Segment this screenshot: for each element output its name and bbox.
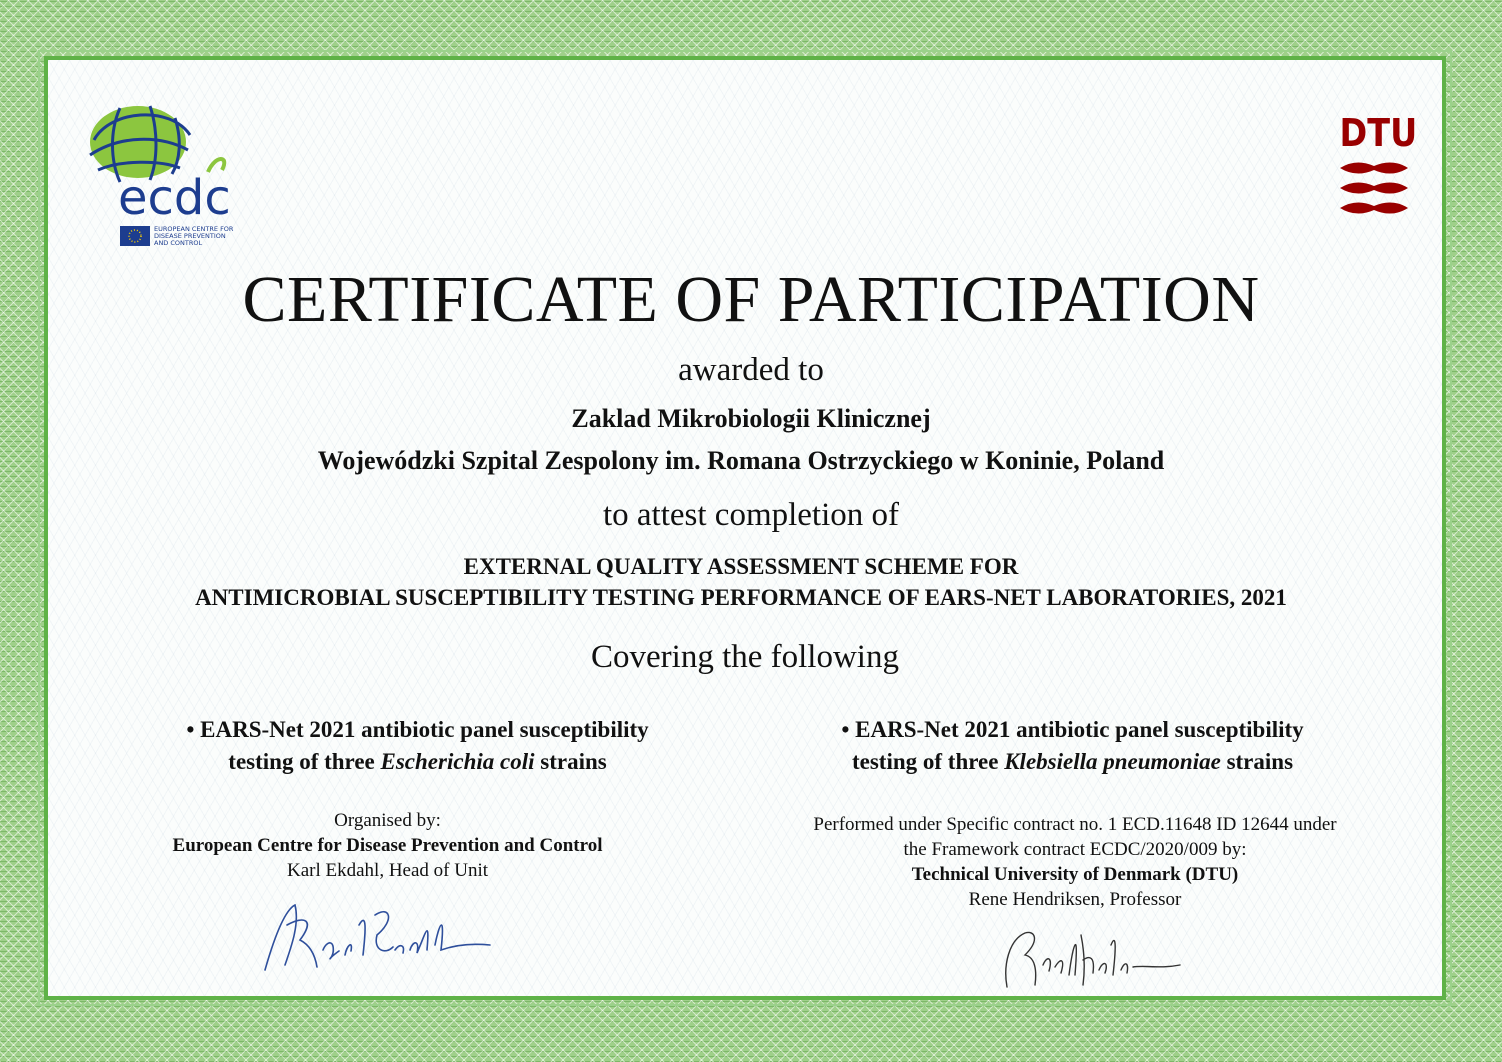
ecdc-globe-icon (80, 100, 260, 255)
signature-icon (255, 895, 495, 980)
performer-person: Rene Hendriksen, Professor (968, 889, 1182, 910)
performer-block (760, 812, 1390, 912)
bullet-icon: • (841, 717, 850, 742)
organiser-name: European Centre for Disease Prevention and Control (172, 835, 603, 856)
list-item (795, 714, 1350, 778)
organism-name: Escherichia coli (380, 749, 535, 774)
list-item (140, 714, 695, 778)
list-item-line2: testing of three Escherichia coli strains (228, 749, 607, 774)
list-item-line2: testing of three Klebsiella pneumoniae strains (851, 749, 1294, 774)
institution-hospital: Wojewódzki Szpital Zespolony im. Romana Ostrzyckiego w Koninie, Poland (317, 446, 1165, 475)
performer-contract-line2: the Framework contract ECDC/2020/009 by: (903, 839, 1247, 860)
svg-text:EUROPEAN CENTRE FOR: EUROPEAN CENTRE FOR (154, 225, 234, 233)
covering-label: Covering the following (591, 639, 899, 675)
ecdc-logo (80, 100, 260, 255)
dtu-emblem-icon (1336, 108, 1416, 218)
svg-text:DISEASE PREVENTION: DISEASE PREVENTION (154, 232, 226, 240)
organiser-label: Organised by: (334, 810, 441, 831)
organism-name: Klebsiella pneumoniae (1004, 749, 1221, 774)
svg-text:AND CONTROL: AND CONTROL (154, 239, 203, 247)
svg-text:DTU: DTU (1339, 112, 1416, 156)
scheme-title-line1: EXTERNAL QUALITY ASSESSMENT SCHEME FOR (463, 554, 1019, 579)
list-item-line1: • EARS-Net 2021 antibiotic panel susceptibility (841, 717, 1304, 742)
awarded-to-label: awarded to (678, 352, 824, 388)
performer-name: Technical University of Denmark (DTU) (911, 864, 1239, 885)
scheme-title-line2: ANTIMICROBIAL SUSCEPTIBILITY TESTING PERFORMANCE OF EARS-NET LABORATORIES, 2021 (195, 585, 1287, 610)
list-item-line1: • EARS-Net 2021 antibiotic panel susceptibility (186, 717, 649, 742)
signature-rene-hendriksen (995, 915, 1185, 995)
organiser-person: Karl Ekdahl, Head of Unit (286, 860, 489, 881)
signature-icon (995, 915, 1185, 995)
organiser-block (120, 808, 655, 883)
dtu-logo (1336, 108, 1416, 218)
svg-text:ecdc: ecdc (118, 170, 231, 226)
institution-name: Zaklad Mikrobiologii Klinicznej (571, 404, 931, 433)
attest-label: to attest completion of (602, 497, 900, 533)
signature-karl-ekdahl (255, 895, 495, 980)
performer-contract-line1: Performed under Specific contract no. 1 ECD.11648 ID 12644 under (813, 814, 1337, 835)
bullet-icon: • (186, 717, 195, 742)
certificate-title: CERTIFICATE OF PARTICIPATION (242, 263, 1260, 336)
